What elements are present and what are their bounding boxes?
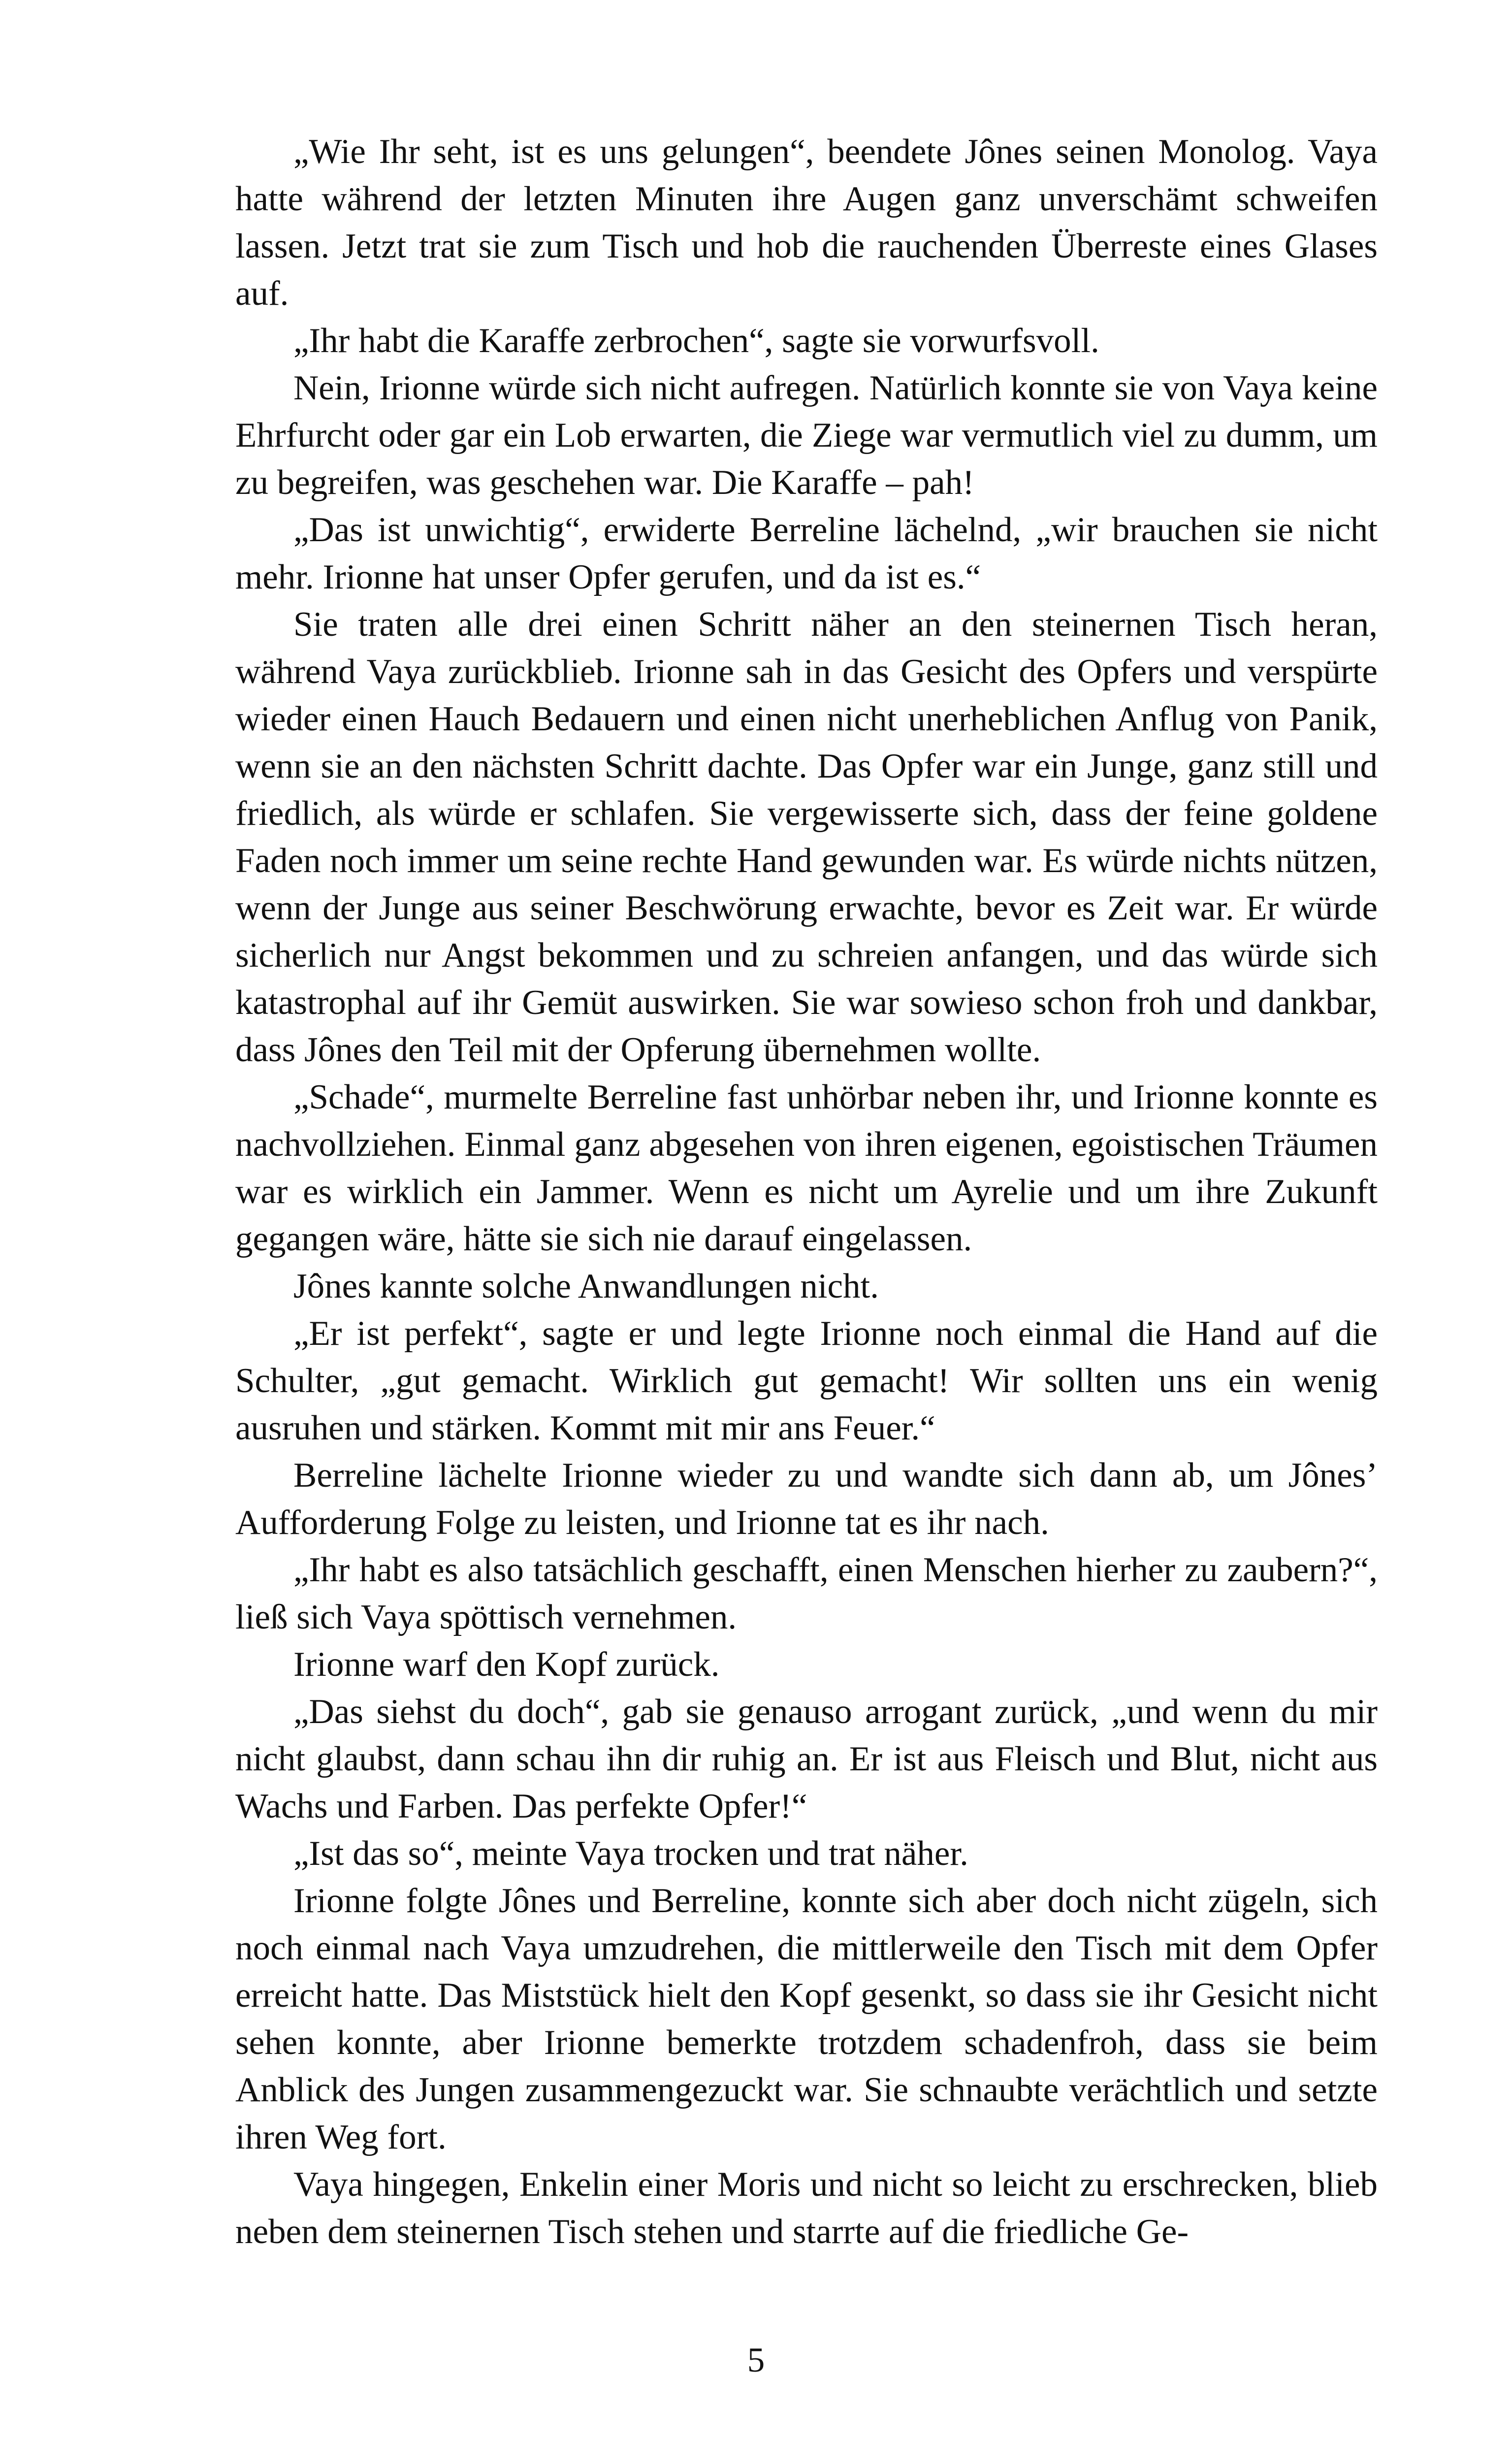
paragraph: Irionne warf den Kopf zurück.: [293, 1645, 720, 1684]
paragraph: „Das ist unwichtig“, erwiderte Berreline lächelnd, „wir brauchen sie nicht mehr. Irionne hat unser Opfer gerufen, und da ist es.“: [235, 511, 1378, 596]
paragraph: Irionne folgte Jônes und Berreline, konnte sich aber doch nicht zügeln, sich noch einmal nach Vaya umzudrehen, die mittlerweile den Tisch mit dem Opfer erreicht hatte. Das Miststück hielt den Kopf gesenkt, so dass sie ihr Gesicht nicht sehen konnte, aber Irionne bemerkte trotzdem schadenfroh, dass sie beim Anblick des Jungen zusammengezuckt war. Sie schnaubte verächtlich und setzte ihren Weg fort.: [235, 1882, 1378, 2156]
paragraph: „Ist das so“, meinte Vaya trocken und trat näher.: [293, 1834, 968, 1873]
paragraph: Jônes kannte solche Anwandlungen nicht.: [293, 1267, 879, 1305]
paragraph: Sie traten alle drei einen Schritt näher an den steinernen Tisch heran, während Vaya zurückblieb. Irionne sah in das Gesicht des Opfers und verspürte wieder einen Hauch Bedauern und einen nicht unerheblichen Anflug von Panik, wenn sie an den nächsten Schritt dachte. Das Opfer war ein Junge, ganz still und friedlich, als würde er schlafen. Sie vergewisserte sich, dass der feine goldene Faden noch immer um seine rechte Hand gewunden war. Es würde nichts nützen, wenn der Junge aus seiner Beschwörung erwachte, bevor es Zeit war. Er würde sicherlich nur Angst bekommen und zu schreien anfangen, und das würde sich katastrophal auf ihr Gemüt auswirken. Sie war sowieso schon froh und dankbar, dass Jônes den Teil mit der Opferung übernehmen wollte.: [235, 605, 1378, 1069]
paragraph: „Ihr habt die Karaffe zerbrochen“, sagte sie vorwurfsvoll.: [293, 322, 1099, 360]
paragraph: „Schade“, murmelte Berreline fast unhörbar neben ihr, und Irionne konnte es nachvollziehen. Einmal ganz abgesehen von ihren eigenen, egoistischen Träumen war es wirklich ein Jammer. Wenn es nicht um Ayrelie und um ihre Zukunft gegangen wäre, hätte sie sich nie darauf eingelassen.: [235, 1078, 1378, 1258]
paragraph: Nein, Irionne würde sich nicht aufregen. Natürlich konnte sie von Vaya keine Ehrfurcht oder gar ein Lob erwarten, die Ziege war vermutlich viel zu dumm, um zu begreifen, was geschehen war. Die Karaffe – pah!: [235, 369, 1378, 502]
paragraph: Vaya hingegen, Enkelin einer Moris und nicht so leicht zu erschrecken, blieb neben dem steinernen Tisch stehen und starrte auf die friedliche Ge-: [235, 2165, 1378, 2251]
page-number: 5: [747, 2341, 765, 2379]
body-text: [235, 128, 1378, 2255]
paragraph: „Er ist perfekt“, sagte er und legte Irionne noch einmal die Hand auf die Schulter, „gut gemacht. Wirklich gut gemacht! Wir sollten uns ein wenig ausruhen und stärken. Kommt mit mir ans Feuer.“: [235, 1314, 1378, 1447]
paragraph: „Ihr habt es also tatsächlich geschafft, einen Menschen hierher zu zaubern?“, ließ sich Vaya spöttisch vernehmen.: [235, 1551, 1378, 1636]
paragraph: Berreline lächelte Irionne wieder zu und wandte sich dann ab, um Jônes’ Aufforderung Folge zu leisten, und Irionne tat es ihr nach.: [235, 1456, 1378, 1542]
paragraph: „Wie Ihr seht, ist es uns gelungen“, beendete Jônes seinen Monolog. Vaya hatte während der letzten Minuten ihre Augen ganz unverschämt schweifen lassen. Jetzt trat sie zum Tisch und hob die rauchenden Überreste eines Glases auf.: [235, 132, 1378, 313]
paragraph: „Das siehst du doch“, gab sie genauso arrogant zurück, „und wenn du mir nicht glaubst, dann schau ihn dir ruhig an. Er ist aus Fleisch und Blut, nicht aus Wachs und Farben. Das perfekte Opfer!“: [235, 1693, 1378, 1825]
